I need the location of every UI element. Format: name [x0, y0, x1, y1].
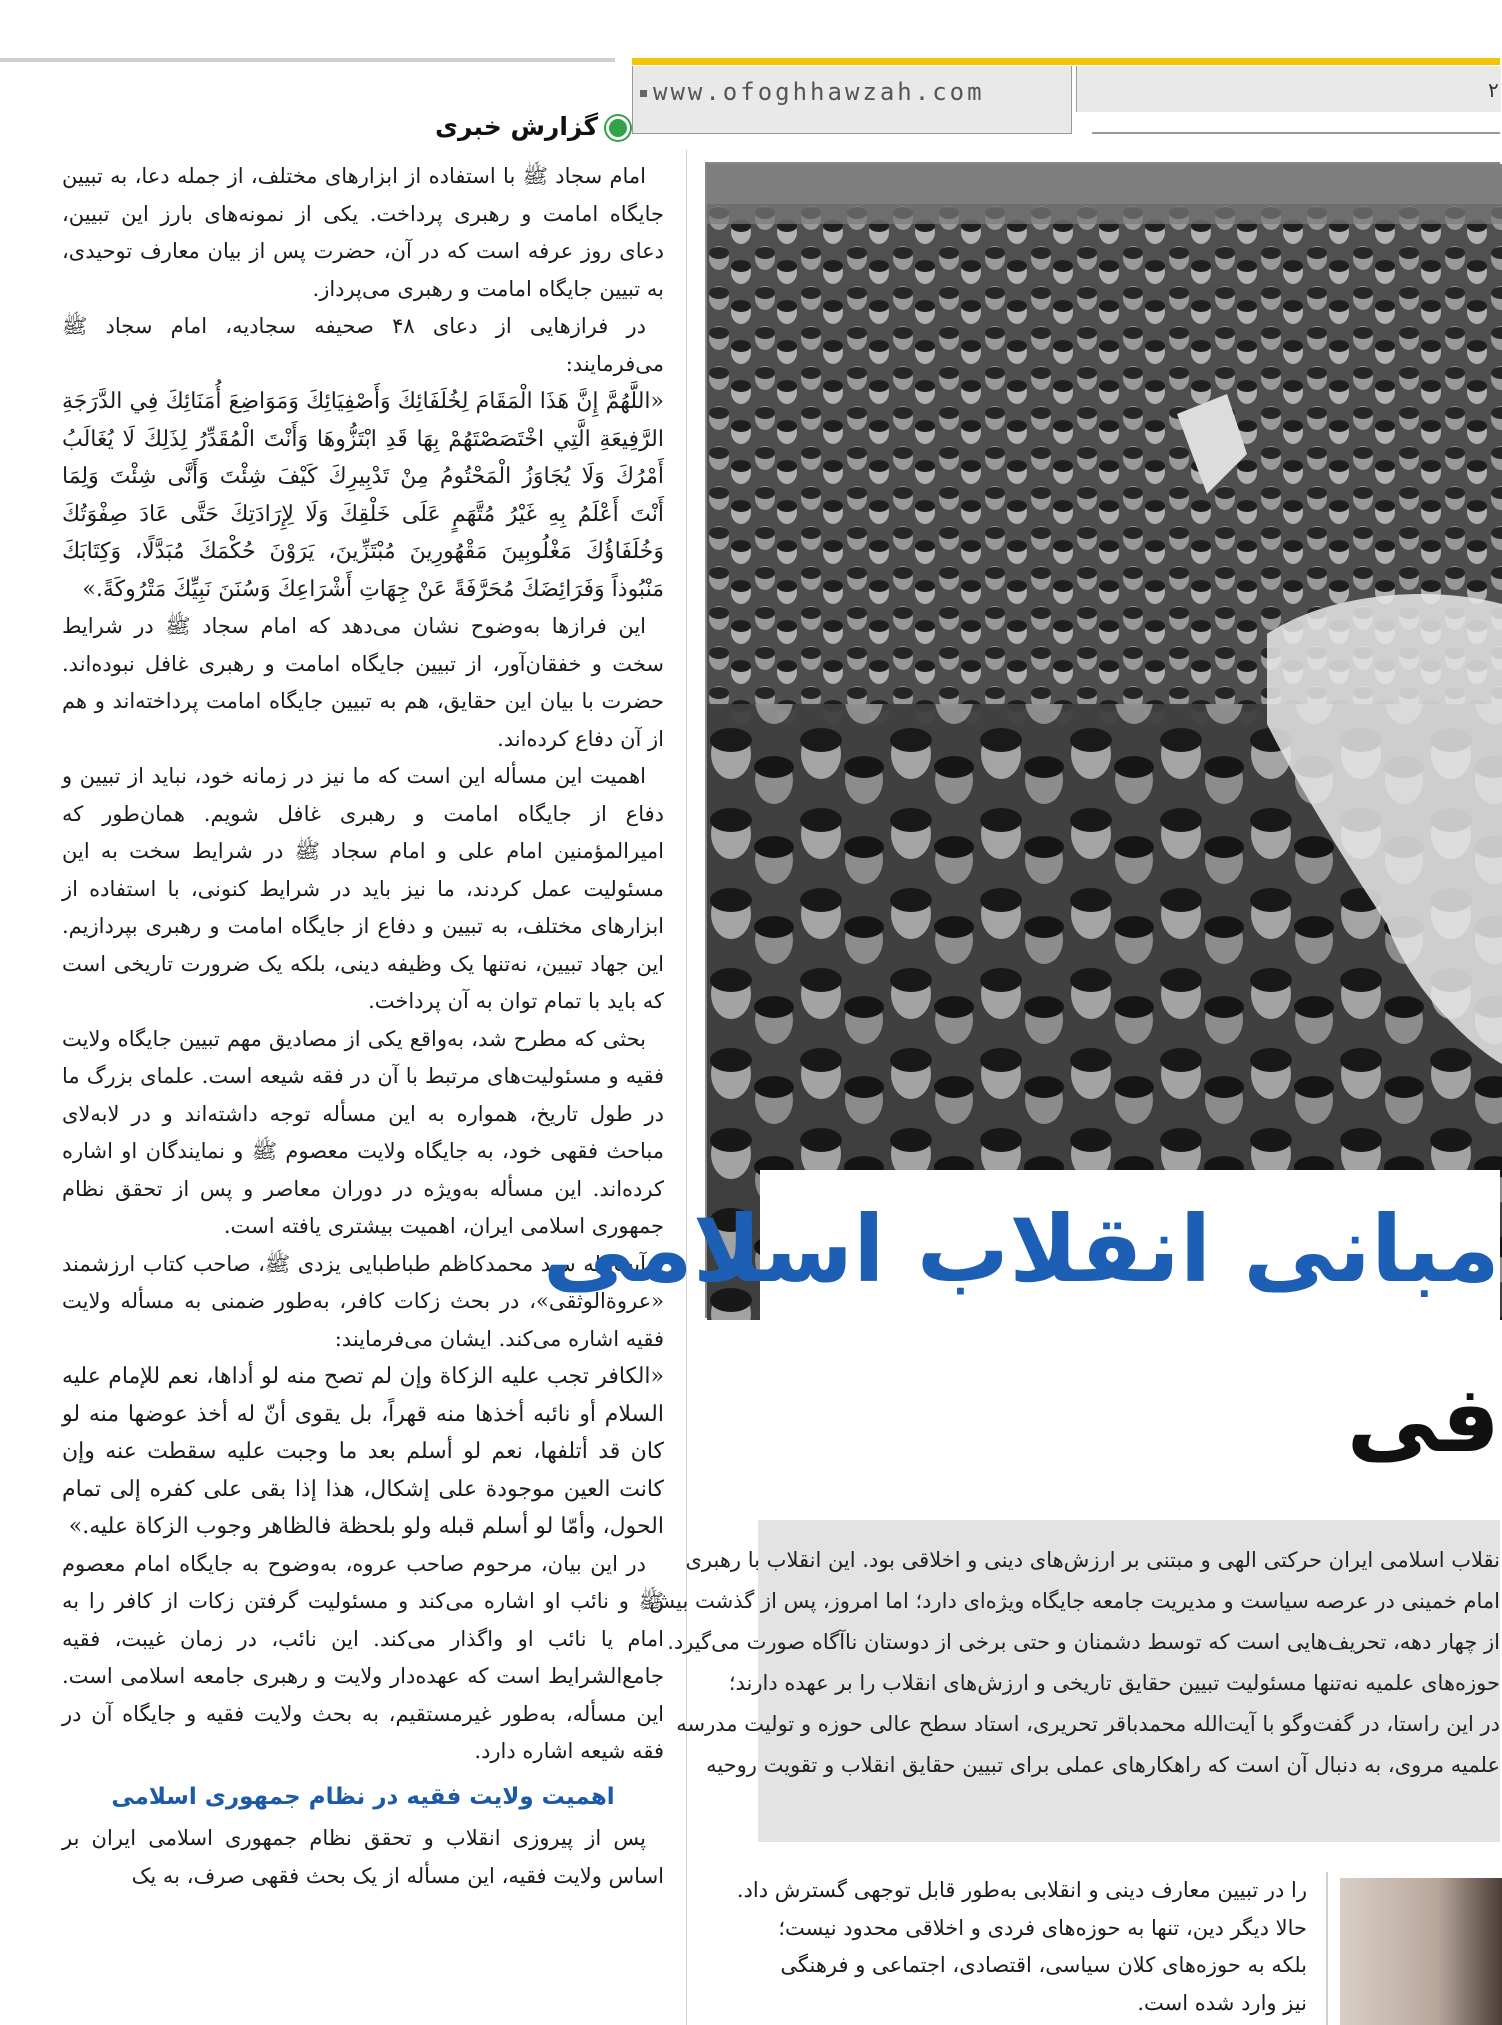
body-line: بلکه به حوزه‌های کلان سیاسی، اقتصادی، اجتماعی و فرهنگی [780, 1953, 1307, 1977]
interview-body [695, 1872, 1307, 2022]
dua-quote: «اللَّهُمَّ إِنَّ هَذَا الْمَقَامَ لِخُلَفَائِكَ وَأَصْفِيَائِكَ وَمَوَاضِعَ أُمَنَائِكَ فِي الدَّرَجَةِ الرَّفِيعَةِ الَّتِي اخْتَصَصْتَهُمْ بِهَا قَدِ ابْتَزُّوهَا وَأَنْتَ الْمُقَدِّرُ لِذَلِكَ لَا يُغَالَبُ أَمْرُكَ وَلَا يُجَاوَزُ الْمَحْتُومُ مِنْ تَدْبِيرِكَ كَيْفَ شِئْتَ وَأَنَّى شِئْتَ وَلِمَا أَنْتَ أَعْلَمُ بِهِ غَيْرُ مُتَّهَمٍ عَلَى خَلْقِكَ وَلَا لِإِرَادَتِكَ حَتَّى عَادَ صِفْوَتُكَ وَخُلَفَاؤُكَ مَغْلُوبِينَ مَقْهُورِينَ مُبْتَزِّينَ، يَرَوْنَ حُكْمَكَ مُبَدَّلًا، وَكِتَابَكَ مَنْبُوذاً وَفَرَائِضَكَ مُحَرَّفَةً عَنْ جِهَاتِ أَشْرَاعِكَ وَسُنَنَ نَبِيِّكَ مَتْرُوكَةً.» [62, 389, 664, 602]
lead-line: در این راستا، در گفت‌وگو با آیت‌الله محمدباقر تحریری، استاد سطح عالی حوزه و تولیت مدرسه [676, 1712, 1500, 1736]
article-subheading: اهمیت ولایت فقیه در نظام جمهوری اسلامی [111, 1783, 615, 1810]
urwa-quote: «الکافر تجب علیه الزکاة وإن لم تصح منه لو أداها، نعم للإمام علیه السلام أو نائبه أخذها منه قهراً، بل یقوی أنّ له أخذ عوضها منه لو کان قد أتلفها، نعم لو أسلم بعد ما وجبت علیه سقطت عنه وإن کانت العین موجودة علی إشکال، هذا إذا بقی علی کفره إلی تمام الحول، وأمّا لو أسلم قبله ولو بلحظة فالظاهر وجوب الزکاة علیه.» [62, 1364, 664, 1539]
crowd-photo-image [542, 164, 1502, 1320]
section-label [330, 112, 630, 141]
portrait-photo [1338, 1878, 1502, 2025]
body-line: نیز وارد شده است. [1137, 1990, 1307, 2015]
article-paragraph: در این بیان، مرحوم صاحب عروه، به‌وضوح به جایگاه امام معصوم ﷺ و نائب او اشاره می‌کند و مسئولیت گرفتن زکات از کافر را به امام یا نائب او واگذار می‌کند. این نائب، در زمان غیبت، فقیه جامع‌الشرایط است که عهده‌دار ولایت و رهبری جامعه اسلامی است. این مسأله، به‌طور غیرمستقیم، به بحث ولایت فقیه و جایگاه آن در فقه شیعه اشاره دارد. [62, 1551, 664, 1763]
lead-line: امام خمینی در عرصه سیاست و مدیریت جامعه جایگاه ویژه‌ای دارد؛ اما امروز، پس از گذشت بیش [649, 1589, 1500, 1613]
lead-text [649, 1540, 1500, 1786]
header-accent-bar [632, 58, 1500, 65]
left-column-top-rule [0, 58, 615, 62]
crowd-photo [542, 162, 1500, 1318]
website-text: www.ofoghhawzah.com [653, 78, 985, 106]
body-line: حالا دیگر دین، تنها به حوزه‌های فردی و اخلاقی محدود نیست؛ [778, 1915, 1307, 1940]
lead-line: علمیه مروی، به دنبال آن است که راهکارهای عملی برای تبیین حقایق انقلاب و تقویت روحیه [706, 1753, 1500, 1777]
website-url[interactable] [640, 78, 1070, 106]
article-paragraph: اهمیت این مسأله این است که ما نیز در زمانه خود، نباید از تبیین و دفاع از جایگاه امامت و رهبری غافل شویم. همان‌طور که امیرالمؤمنین امام علی و امام سجاد ﷺ در شرایط سخت به این مسئولیت عمل کردند، ما نیز باید در شرایط کنونی، با استفاده از ابزارهای مختلف، به تبیین و دفاع از جایگاه امامت و رهبری بپردازیم. این جهاد تبیین، نه‌تنها یک وظیفه دینی، بلکه یک ضرورت تاریخی است که باید با تمام توان به آن پرداخت. [62, 764, 664, 1013]
article-body [62, 158, 664, 1895]
article-paragraph: پس از پیروزی انقلاب و تحقق نظام جمهوری اسلامی ایران بر اساس ولایت فقیه، این مسأله از یک بحث فقهی صرف، به یک [62, 1826, 664, 1888]
article-paragraph: امام سجاد ﷺ با استفاده از ابزارهای مختلف، از جمله دعا، به تبیین جایگاه امامت و رهبری پرداخت. یکی از نمونه‌های بارز این تبیین، دعای روز عرفه است که در آن، حضرت پس از بیان معارف توحیدی، به تبیین جایگاه امامت و رهبری می‌پرداز. [62, 164, 664, 301]
article-paragraph: بحثی که مطرح شد، به‌واقع یکی از مصادیق مهم تبیین جایگاه ولایت فقیه و مسئولیت‌های مرتبط با آن در فقه شیعه است. علمای بزرگ ما در طول تاریخ، همواره به این مسأله توجه داشته‌اند و در لابه‌لای مباحث فقهی خود، به جایگاه ولایت معصوم ﷺ و نمایندگان او اشاره کرده‌اند. این مسأله به‌ویژه در دوران معاصر و پس از تحقق نظام جمهوری اسلامی ایران، اهمیت بیشتری یافته است. [62, 1026, 664, 1238]
article-paragraph: این فرازها به‌وضوح نشان می‌دهد که امام سجاد ﷺ در شرایط سخت و خفقان‌آور، از تبیین جایگاه امامت و رهبری غافل نبوده‌اند. حضرت با بیان این حقایق، هم به تبیین جایگاه امامت پرداخته‌اند و هم از آن دفاع کرده‌اند. [62, 614, 664, 751]
header-strip [1076, 66, 1501, 112]
lead-line: حوزه‌های علمیه نه‌تنها مسئولیت تبیین حقایق تاریخی و ارزش‌های انقلاب را بر عهده دارند؛ [728, 1671, 1500, 1695]
headline-main: مبانی انقلاب اسلامی [542, 1196, 1500, 1303]
portrait-divider [1326, 1872, 1328, 2025]
header-strip-rule [1092, 132, 1500, 134]
article-paragraph: در فرازهایی از دعای ۴۸ صحیفه سجادیه، امام سجاد ﷺ می‌فرمایند: [62, 314, 664, 376]
lead-line: از چهار دهه، تحریف‌هایی است که توسط دشمنان و حتی برخی از دوستان ناآگاه صورت می‌گیرد. [667, 1630, 1500, 1654]
lead-line: نقلاب اسلامی ایران حرکتی الهی و مبتنی بر ارزش‌های دینی و اخلاقی بود. این انقلاب با رهبری [685, 1548, 1500, 1572]
section-label-text: گزارش خبری [435, 112, 598, 141]
headline-second-line: فی [1346, 1366, 1500, 1473]
page-number-fragment: ۲ [1488, 78, 1499, 102]
article-paragraph: آیت‌الله سید محمدکاظم طباطبایی یزدی ﷺ، صاحب کتاب ارزشمند «عروة‌الوثقی»، در بحث زکات کافر، به‌طور ضمنی به مسأله ولایت فقیه اشاره می‌کند. ایشان می‌فرمایند: [62, 1251, 664, 1351]
bullet-dot-icon [606, 116, 630, 140]
body-line: را در تبیین معارف دینی و انقلابی به‌طور قابل توجهی گسترش داد. [736, 1878, 1307, 1902]
bullet-icon [640, 90, 647, 97]
